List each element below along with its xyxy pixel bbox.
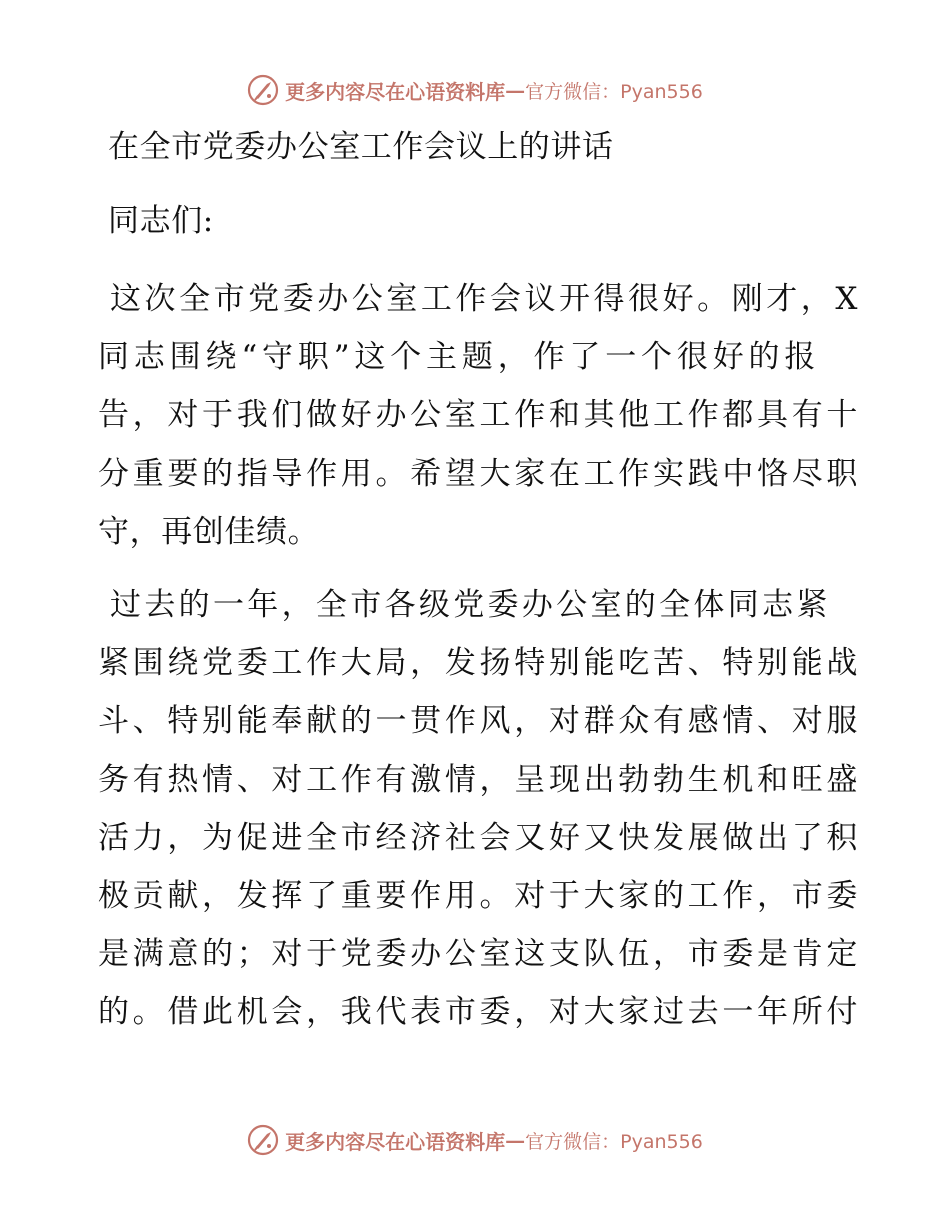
paragraph-line: 这次全市党委办公室工作会议开得很好。刚才，X [110,281,858,317]
quill-pen-logo-icon [247,1124,279,1156]
footer-watermark-banner [0,1120,950,1160]
paragraph-line: 紧围绕党委工作大局，发扬特别能吃苦、特别能战 [98,645,858,682]
watermark-dash: — [505,78,526,102]
paragraph-line: 分重要的指导作用。希望大家在工作实践中恪尽职 [98,455,858,492]
watermark-wechat [525,77,703,104]
paragraph-line: 告，对于我们做好办公室工作和其他工作都具有十 [98,397,858,434]
paragraph-line: 是满意的；对于党委办公室这支队伍，市委是肯定 [98,936,858,973]
paragraph-line: 极贡献，发挥了重要作用。对于大家的工作，市委 [98,877,858,914]
salutation: 同志们: [108,203,214,239]
watermark-wechat-id: Pyan556 [620,1130,703,1153]
watermark-wechat-id: Pyan556 [620,80,703,103]
paragraph-line: 守，再创佳绩。 [98,513,320,550]
paragraph-line: 斗、特别能奉献的一贯作风，对群众有感情、对服 [98,703,858,740]
paragraph-line: 务有热情、对工作有激情，呈现出勃勃生机和旺盛 [98,761,858,798]
watermark-dash: — [505,1128,526,1152]
paragraph-line: 的。借此机会，我代表市委，对大家过去一年所付 [98,994,858,1031]
header-watermark-banner [0,70,950,110]
watermark-main-text: 更多内容尽在心语资料库 [285,1129,506,1154]
paragraph-line: 过去的一年，全市各级党委办公室的全体同志紧 [110,587,828,623]
paragraph-line: 活力，为促进全市经济社会又好又快发展做出了积 [98,819,858,856]
watermark-main-text: 更多内容尽在心语资料库 [285,79,506,104]
paragraph-1 [98,270,858,561]
watermark-wechat-label: 官方微信： [525,80,621,103]
quill-pen-logo-icon [247,74,279,106]
paragraph-line: 同志围绕“守职”这个主题，作了一个很好的报 [98,339,816,376]
document-title: 在全市党委办公室工作会议上的讲话 [108,129,614,165]
watermark-wechat [525,1127,703,1154]
paragraph-2 [98,576,858,1042]
watermark-wechat-label: 官方微信： [525,1130,621,1153]
